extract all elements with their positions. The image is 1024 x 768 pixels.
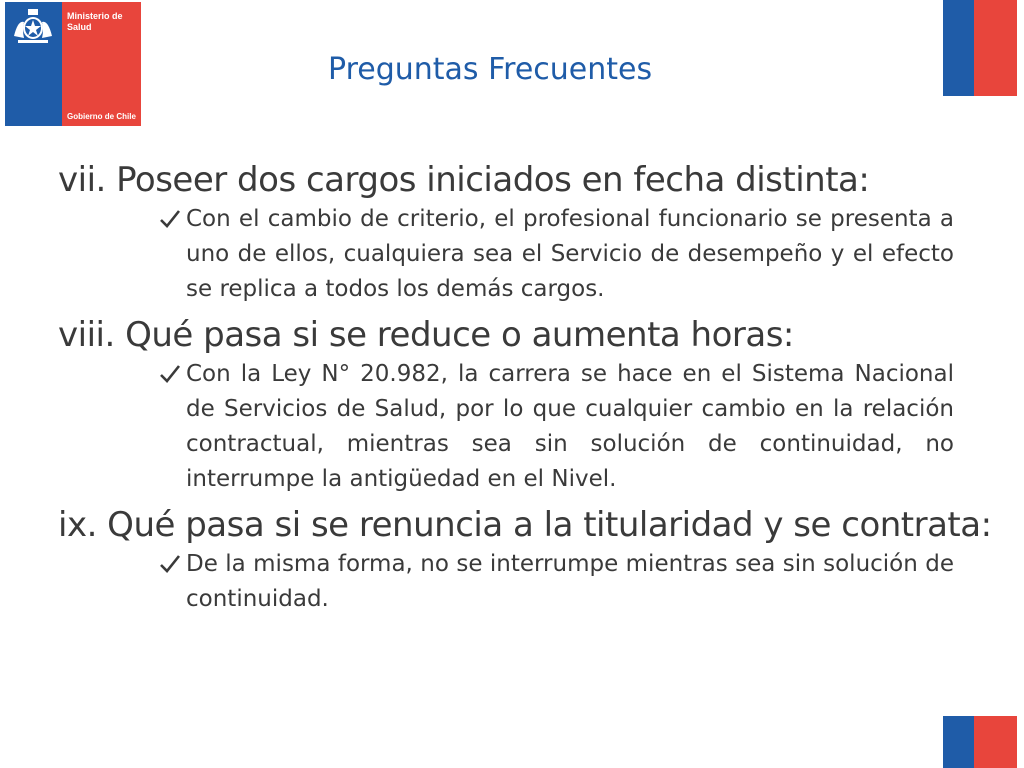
logo-red-panel: [62, 2, 141, 126]
ministry-logo: [5, 2, 141, 126]
bullet-text: De la misma forma, no se interrumpe mientras sea sin solución de continuidad.: [186, 551, 954, 612]
logo-ministry-label: Ministerio de Salud: [67, 11, 123, 32]
section-heading: viii. Qué pasa si se reduce o aumenta horas:: [58, 315, 794, 355]
logo-ministry-text: [67, 11, 123, 33]
corner-flag-bottom: [943, 716, 1017, 768]
faq-content: [58, 158, 992, 623]
bullet-text: Con el cambio de criterio, el profesional funcionario se presenta a uno de ellos, cualquiera sea el Servicio de desempeño y el efecto se replica a todos los demás cargos.: [186, 206, 954, 302]
chile-coat-of-arms-icon: [10, 6, 56, 46]
checkmark-icon: [159, 363, 181, 385]
section-heading: ix. Qué pasa si se renuncia a la titularidad y se contrata:: [58, 505, 992, 545]
section-bullet: [186, 547, 954, 617]
flag-blue-stripe: [943, 0, 974, 96]
section-bullet: [186, 202, 954, 307]
logo-blue-panel: [5, 2, 62, 126]
checkmark-icon: [159, 208, 181, 230]
checkmark-icon: [159, 553, 181, 575]
logo-government-text: Gobierno de Chile: [67, 112, 136, 121]
bullet-text: Con la Ley N° 20.982, la carrera se hace en el Sistema Nacional de Servicios de Salud, por lo que cualquier cambio en la relación contractual, mientras sea sin solución de continuidad, no interrumpe la antigüedad en el Nivel.: [186, 361, 954, 492]
flag-red-stripe: [974, 716, 1017, 768]
flag-red-stripe: [974, 0, 1017, 96]
flag-blue-stripe: [943, 716, 974, 768]
corner-flag-top: [943, 0, 1017, 96]
section-bullet: [186, 357, 954, 497]
page-title: Preguntas Frecuentes: [328, 52, 653, 87]
section-heading: vii. Poseer dos cargos iniciados en fecha distinta:: [58, 160, 870, 200]
